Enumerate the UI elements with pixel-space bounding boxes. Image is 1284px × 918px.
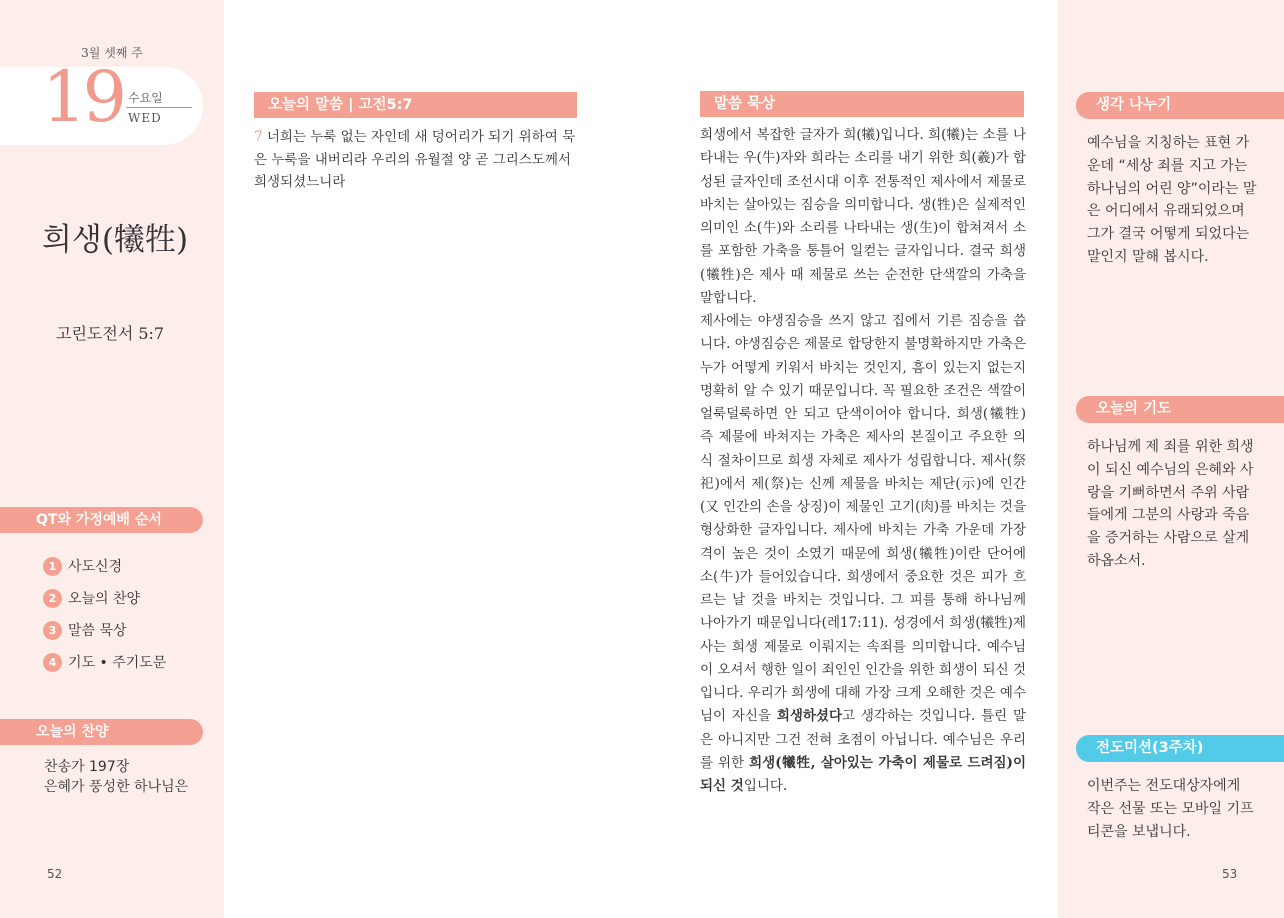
hymn-heading: 오늘의 찬양 — [0, 719, 203, 745]
verse-text — [254, 126, 578, 194]
meditation-heading: 말씀 묵상 — [700, 91, 1024, 117]
week-label: 3월 셋째 주 — [81, 46, 143, 60]
meditation-text: 입니다. — [743, 778, 788, 794]
day-korean: 수요일 — [128, 91, 163, 105]
order-label: 오늘의 찬양 — [68, 591, 141, 607]
prayer-text: 하나님께 제 죄를 위한 희생이 되신 예수님의 은혜와 사랑을 기뻐하면서 주위 사람들에게 그분의 사랑과 죽음을 증거하는 사람으로 살게 하옵소서. — [1087, 439, 1254, 569]
day-english: WED — [128, 111, 162, 125]
left-sidebar — [0, 0, 224, 918]
order-item — [43, 556, 122, 576]
order-number: 1 — [43, 557, 62, 576]
order-label: 사도신경 — [68, 559, 123, 575]
word-heading: 오늘의 말씀 | 고전5:7 — [254, 92, 577, 118]
date-number: 19 — [42, 56, 124, 138]
order-item — [43, 620, 127, 640]
prayer-heading: 오늘의 기도 — [1076, 396, 1284, 423]
order-heading: QT와 가정예배 순서 — [0, 507, 203, 533]
order-number: 2 — [43, 589, 62, 608]
order-label: 기도 • 주기도문 — [68, 655, 167, 671]
meditation-emphasis: 희생하셨다 — [776, 708, 843, 725]
order-label: 말씀 묵상 — [68, 623, 127, 639]
meditation-body — [700, 124, 1026, 798]
share-heading: 생각 나누기 — [1076, 92, 1284, 119]
hymn-title: 은혜가 풍성한 하나님은 — [44, 779, 189, 795]
meditation-paragraph-2 — [700, 310, 1026, 798]
hymn-info — [44, 757, 188, 797]
scripture-reference: 고린도전서 5:7 — [56, 324, 165, 343]
mission-text: 이번주는 전도대상자에게 작은 선물 또는 모바일 기프티콘을 보냅니다. — [1087, 778, 1254, 840]
meditation-text: 제사에는 야생짐승을 쓰지 않고 집에서 기른 짐승을 씁니다. 야생짐승은 제물로 합당한지 불명확하지만 가축은 누가 어떻게 키워서 바치는 것인지, 흠이 있는지 없는지 명확히 알 수 있기 때문입니다. 꼭 필요한 조건은 색깔이 얼룩덜룩하면 안 되고 단색이어야 합니다. 희생(犧牲) 즉 제물에 바쳐지는 가축은 제사의 본질이고 주요한 의식 절차이므로 희생 자체로 제사가 성립합니다. 제사(祭祀)에서 제(祭)는 신께 제물을 바치는 제단(示)에 인간(又 인간의 손을 상징)이 제물인 고기(肉)를 바치는 것을 형상화한 글자입니다. 제사에 바치는 가축 가운데 가장 격이 높은 것이 소였기 때문에 희생(犧牲)이란 단어에 소(牛)가 들어있습니다. 희생에서 중요한 것은 피가 흐르는 날 것을 바치는 것입니다. 그 피를 통해 하나님께 나아가기 때문입니다(레17:11). 성경에서 희생(犧牲)제사는 희생 제물로 이뤄지는 속죄를 의미합니다. 예수님이 오셔서 행한 일이 죄인인 인간을 위한 희생이 되신 것입니다. 우리가 희생에 대해 가장 크게 오해한 것은 예수님이 자신을 — [700, 313, 1026, 725]
verse-number: 7 — [254, 129, 263, 145]
order-number: 4 — [43, 653, 62, 672]
meditation-text: 고 생각하는 것입니다. 틀린 말은 아니지만 그건 전혀 초점이 아닙니다. 예수님은 우리를 위한 — [700, 708, 1027, 771]
share-text: 예수님을 지칭하는 표현 가운데 “세상 죄를 지고 가는 하나님의 어린 양”이라는 말은 어디에서 유래되었으며 그가 결국 어떻게 되었다는 말인지 말해 봅시다. — [1087, 135, 1257, 265]
meditation-paragraph-1: 희생에서 복잡한 글자가 희(犧)입니다. 희(犧)는 소를 나타내는 우(牛)자와 희라는 소리를 내기 위한 희(羲)가 합성된 글자인데 조선시대 이후 전통적인 제사에서 제물로 바치는 살아있는 짐승을 의미합니다. 생(牲)은 실제적인 의미인 소(牛)와 소리를 나타내는 생(生)이 합쳐져서 소를 포함한 가축을 통틀어 일컫는 글자입니다. 결국 희생(犧牲)은 제사 때 제물로 쓰는 순전한 단색깔의 가축을 말합니다. — [700, 127, 1026, 306]
order-item — [43, 588, 140, 608]
page-title: 희생(犧牲) — [41, 222, 189, 258]
day-divider — [126, 107, 192, 108]
page-number-left: 52 — [47, 867, 63, 881]
order-number: 3 — [43, 621, 62, 640]
order-item — [43, 652, 166, 672]
page-number-right: 53 — [1222, 867, 1238, 881]
hymn-number: 찬송가 197장 — [44, 759, 130, 775]
meditation-emphasis: 희생(犧牲, 살아있는 가축이 제물로 드려짐)이 되신 것 — [700, 754, 1026, 794]
mission-heading: 전도미션(3주차) — [1076, 735, 1284, 762]
verse-body: 너희는 누룩 없는 자인데 새 덩어리가 되기 위하여 묵은 누룩을 내버리라 우리의 유월절 양 곧 그리스도께서 희생되셨느니라 — [254, 129, 576, 190]
